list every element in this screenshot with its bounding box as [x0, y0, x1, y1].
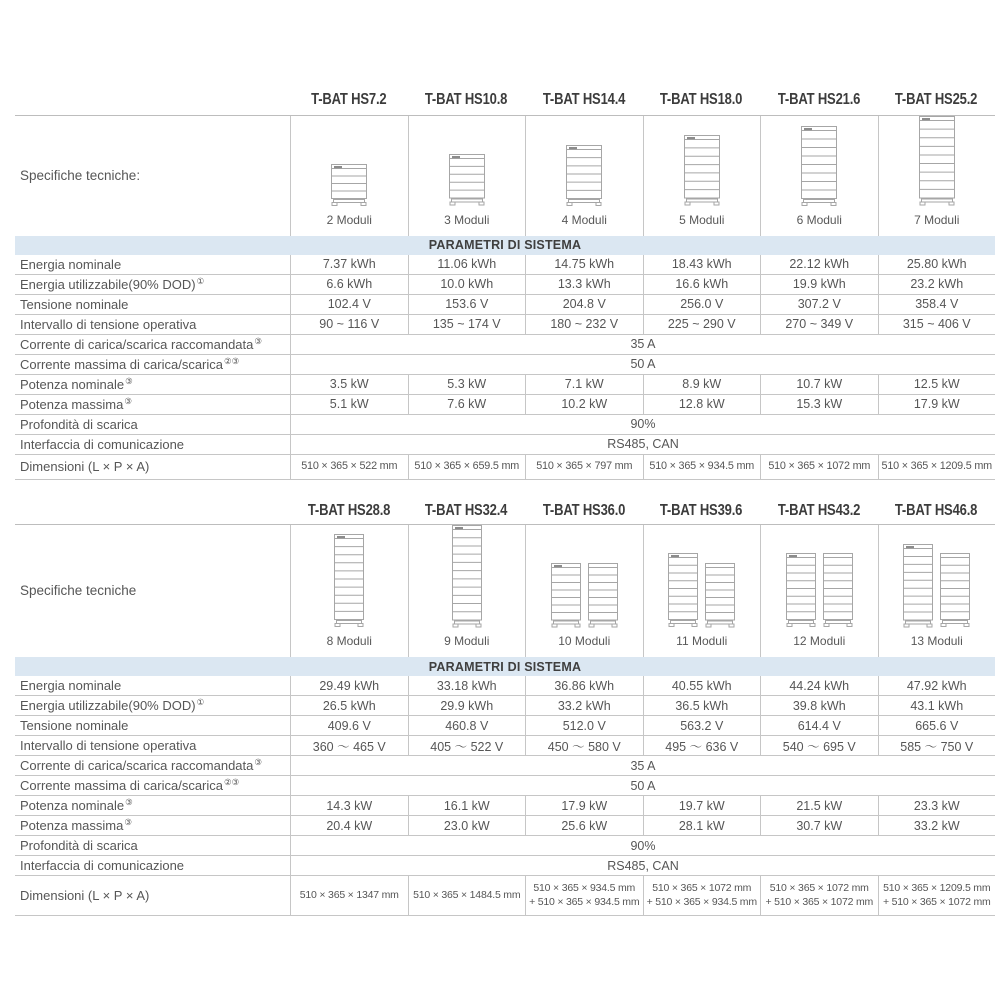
table-row: [15, 295, 995, 315]
model-header-spacer: [15, 84, 290, 115]
value-cell: 270 ~ 349 V: [760, 315, 878, 334]
module-cell: [525, 525, 643, 658]
section-header-bar: PARAMETRI DI SISTEMA: [15, 657, 995, 676]
footnote-marker: ①: [196, 275, 205, 286]
module-count-label: 5 Moduli: [679, 212, 725, 227]
dimension-cell: [643, 455, 761, 479]
value-cell: 23.3 kW: [878, 796, 996, 815]
value-cell: 44.24 kWh: [760, 676, 878, 695]
model-header-cell: [290, 84, 408, 115]
row-label: Corrente di carica/scarica raccomandata ③: [20, 335, 263, 352]
row-label: Intervallo di tensione operativa: [20, 738, 197, 753]
value-cell: 22.12 kWh: [760, 255, 878, 274]
table-row: [15, 776, 995, 796]
model-header-cell: [643, 84, 761, 115]
table-row: [15, 876, 995, 916]
battery-tower-illustration: [452, 525, 482, 629]
module-count-label: 7 Moduli: [914, 212, 960, 227]
module-count-label: 6 Moduli: [796, 212, 842, 227]
value-cell: 405 ～ 522 V: [408, 736, 526, 755]
model-header-cell: [408, 84, 526, 115]
battery-tower-illustration: [566, 145, 602, 207]
dimension-line: + 510 × 365 × 934.5 mm: [646, 895, 757, 908]
value-cell: 25.6 kW: [525, 816, 643, 835]
battery-towers: [551, 563, 618, 629]
table-row: [15, 355, 995, 375]
value-cell: 11.06 kWh: [408, 255, 526, 274]
model-header-cell: [408, 499, 526, 524]
table-row: [15, 415, 995, 435]
merged-value-cell: 35 A: [290, 335, 995, 354]
battery-tower-illustration: [940, 553, 970, 628]
battery-tower-illustration: [801, 126, 837, 207]
row-label: Dimensioni (L × P × A): [20, 459, 150, 474]
merged-value-cell: 35 A: [290, 756, 995, 775]
value-cell: 20.4 kW: [290, 816, 408, 835]
dimension-cell: [408, 455, 526, 479]
module-cell: [290, 116, 408, 236]
battery-towers: [668, 553, 735, 628]
table-row: [15, 836, 995, 856]
battery-tower-illustration: [823, 553, 853, 628]
row-label: Energia utilizzabile(90% DOD) ①: [20, 697, 205, 713]
value-cell: 307.2 V: [760, 295, 878, 314]
dimension-line: 510 × 365 × 1209.5 mm: [883, 881, 991, 894]
value-cell: 665.6 V: [878, 716, 996, 735]
module-cell: [408, 116, 526, 236]
module-count-label: 8 Moduli: [326, 634, 372, 648]
row-label: Energia nominale: [20, 256, 122, 272]
model-name: T-BAT HS43.2: [777, 502, 860, 519]
value-cell: 180 ~ 232 V: [525, 315, 643, 334]
model-name: T-BAT HS36.0: [542, 502, 625, 519]
brand-chip: [804, 128, 812, 130]
value-cell: 12.5 kW: [878, 375, 996, 394]
model-name: T-BAT HS14.4: [542, 90, 625, 108]
dimension-line: + 510 × 365 × 934.5 mm: [529, 895, 640, 908]
value-cell: 450 ～ 580 V: [525, 736, 643, 755]
value-cell: 315 ~ 406 V: [878, 315, 996, 334]
model-header-row: [15, 84, 995, 116]
value-cell: 39.8 kWh: [760, 696, 878, 715]
battery-towers: [566, 145, 602, 207]
model-header-cell: [760, 499, 878, 524]
dimension-cell: [878, 876, 996, 915]
battery-towers: [331, 164, 367, 207]
value-cell: 30.7 kW: [760, 816, 878, 835]
value-cell: 14.75 kWh: [525, 255, 643, 274]
brand-chip: [906, 546, 914, 548]
model-header-cell: [525, 499, 643, 524]
model-name: T-BAT HS32.4: [425, 502, 508, 519]
table-row: [15, 676, 995, 696]
footnote-marker: ③: [125, 797, 133, 808]
table-row: [15, 375, 995, 395]
battery-tower-illustration: [334, 534, 364, 628]
value-cell: 135 ~ 174 V: [408, 315, 526, 334]
battery-tower-illustration: [588, 563, 618, 629]
dimension-line: 510 × 365 × 522 mm: [301, 460, 398, 473]
module-cell: [525, 116, 643, 236]
value-cell: 540 ～ 695 V: [760, 736, 878, 755]
battery-tower-illustration: [551, 563, 581, 629]
merged-value-cell: RS485, CAN: [290, 435, 995, 454]
merged-value-cell: 90%: [290, 836, 995, 855]
model-header-spacer: [15, 499, 290, 524]
row-label: Potenza nominale ③: [20, 797, 133, 813]
row-label: Tensione nominale: [20, 718, 129, 733]
table-row: [15, 275, 995, 295]
battery-tower-illustration: [668, 553, 698, 628]
value-cell: 585 ～ 750 V: [878, 736, 996, 755]
battery-towers: [684, 135, 720, 207]
dimension-cell: [643, 876, 761, 915]
spec-table-2: [15, 499, 995, 917]
model-name: T-BAT HS46.8: [895, 502, 978, 519]
model-name: T-BAT HS25.2: [895, 90, 978, 108]
value-cell: 28.1 kW: [643, 816, 761, 835]
module-count-label: 10 Moduli: [558, 634, 611, 648]
model-header-cell: [760, 84, 878, 115]
merged-value-cell: RS485, CAN: [290, 856, 995, 875]
model-name: T-BAT HS7.2: [311, 90, 387, 108]
dimension-line: 510 × 365 × 1072 mm: [652, 881, 752, 894]
battery-tower-illustration: [449, 154, 485, 207]
value-cell: 10.0 kWh: [408, 275, 526, 294]
table-row: [15, 796, 995, 816]
value-cell: 29.49 kWh: [290, 676, 408, 695]
footnote-marker: ②③: [224, 777, 240, 788]
row-label: Potenza nominale ③: [20, 375, 133, 392]
row-label: Corrente di carica/scarica raccomandata ③: [20, 757, 263, 773]
dimension-line: 510 × 365 × 934.5 mm: [649, 460, 755, 473]
row-label: Energia nominale: [20, 678, 122, 693]
row-label: Potenza massima ③: [20, 395, 132, 412]
merged-value-cell: 50 A: [290, 776, 995, 795]
value-cell: 29.9 kWh: [408, 696, 526, 715]
dimension-line: 510 × 365 × 1484.5 mm: [413, 888, 521, 901]
footnote-marker: ③: [254, 757, 263, 768]
model-name: T-BAT HS10.8: [425, 90, 508, 108]
battery-towers: [903, 544, 970, 629]
value-cell: 512.0 V: [525, 716, 643, 735]
battery-towers: [449, 154, 485, 207]
battery-towers: [452, 525, 482, 629]
battery-tower-illustration: [684, 135, 720, 207]
dimension-line: + 510 × 365 × 1072 mm: [765, 895, 874, 908]
model-header-cell: [290, 499, 408, 524]
table-row: [15, 696, 995, 716]
value-cell: 23.0 kW: [408, 816, 526, 835]
battery-towers: [919, 116, 955, 207]
model-name: T-BAT HS39.6: [660, 502, 743, 519]
table-row: [15, 856, 995, 876]
module-cell: [643, 525, 761, 658]
model-header-row: [15, 499, 995, 525]
value-cell: 3.5 kW: [290, 375, 408, 394]
value-cell: 614.4 V: [760, 716, 878, 735]
dimension-cell: [290, 876, 408, 915]
value-cell: 102.4 V: [290, 295, 408, 314]
brand-chip: [334, 166, 342, 168]
model-header-cell: [643, 499, 761, 524]
footnote-marker: ②③: [224, 355, 240, 366]
battery-tower-illustration: [331, 164, 367, 207]
footnote-marker: ③: [125, 375, 133, 386]
datasheet-page: [15, 0, 995, 916]
brand-chip: [337, 536, 345, 538]
row-label: Interfaccia di comunicazione: [20, 436, 185, 452]
value-cell: 21.5 kW: [760, 796, 878, 815]
value-cell: 10.7 kW: [760, 375, 878, 394]
row-label: Profondità di scarica: [20, 838, 138, 853]
brand-chip: [452, 156, 460, 158]
value-cell: 26.5 kWh: [290, 696, 408, 715]
spec-row-label: Specifiche tecniche:: [20, 168, 141, 184]
value-cell: 8.9 kW: [643, 375, 761, 394]
row-label: Corrente massima di carica/scarica ②③: [20, 355, 240, 372]
table-row: [15, 435, 995, 455]
value-cell: 25.80 kWh: [878, 255, 996, 274]
value-cell: 19.9 kWh: [760, 275, 878, 294]
dimension-line: 510 × 365 × 1072 mm: [769, 881, 869, 894]
table-row: [15, 816, 995, 836]
battery-towers: [334, 534, 364, 628]
row-label: Potenza massima ③: [20, 817, 132, 833]
value-cell: 40.55 kWh: [643, 676, 761, 695]
dimension-line: 510 × 365 × 1072 mm: [768, 460, 871, 473]
row-label: Interfaccia di comunicazione: [20, 858, 185, 873]
dimension-line: 510 × 365 × 934.5 mm: [533, 881, 636, 894]
battery-tower-illustration: [919, 116, 955, 207]
value-cell: 563.2 V: [643, 716, 761, 735]
module-count-label: 12 Moduli: [793, 634, 846, 648]
value-cell: 360 ～ 465 V: [290, 736, 408, 755]
module-count-label: 11 Moduli: [676, 634, 728, 648]
value-cell: 12.8 kW: [643, 395, 761, 414]
value-cell: 460.8 V: [408, 716, 526, 735]
value-cell: 225 ~ 290 V: [643, 315, 761, 334]
table-row: [15, 716, 995, 736]
table-row: [15, 315, 995, 335]
row-label: Energia utilizzabile(90% DOD) ①: [20, 275, 205, 292]
dimension-cell: [408, 876, 526, 915]
value-cell: 7.6 kW: [408, 395, 526, 414]
module-cell: [290, 525, 408, 658]
value-cell: 256.0 V: [643, 295, 761, 314]
row-label: Dimensioni (L × P × A): [20, 888, 150, 903]
dimension-cell: [760, 876, 878, 915]
value-cell: 23.2 kWh: [878, 275, 996, 294]
value-cell: 18.43 kWh: [643, 255, 761, 274]
dimension-cell: [525, 876, 643, 915]
dimension-line: 510 × 365 × 1209.5 mm: [881, 460, 992, 473]
battery-tower-illustration: [903, 544, 933, 629]
model-header-cell: [878, 84, 996, 115]
value-cell: 16.6 kWh: [643, 275, 761, 294]
value-cell: 33.2 kWh: [525, 696, 643, 715]
value-cell: 153.6 V: [408, 295, 526, 314]
value-cell: 7.37 kWh: [290, 255, 408, 274]
value-cell: 16.1 kW: [408, 796, 526, 815]
module-cell: [878, 116, 996, 236]
value-cell: 33.2 kW: [878, 816, 996, 835]
row-label: Intervallo di tensione operativa: [20, 316, 197, 332]
module-count-label: 13 Moduli: [910, 634, 963, 648]
module-count-label: 2 Moduli: [326, 212, 372, 227]
dimension-cell: [760, 455, 878, 479]
value-cell: 5.3 kW: [408, 375, 526, 394]
dimension-cell: [878, 455, 996, 479]
spec-row-label: Specifiche tecniche: [20, 583, 137, 599]
value-cell: 13.3 kWh: [525, 275, 643, 294]
row-label: Corrente massima di carica/scarica ②③: [20, 777, 240, 793]
module-count-label: 4 Moduli: [561, 212, 607, 227]
module-cell: [878, 525, 996, 658]
dimension-cell: [290, 455, 408, 479]
merged-value-cell: 50 A: [290, 355, 995, 374]
table-row: [15, 736, 995, 756]
footnote-marker: ③: [254, 335, 263, 346]
value-cell: 33.18 kWh: [408, 676, 526, 695]
battery-tower-illustration: [705, 563, 735, 629]
dimension-line: + 510 × 365 × 1072 mm: [882, 895, 991, 908]
brand-chip: [671, 555, 679, 557]
value-cell: 17.9 kW: [878, 395, 996, 414]
model-header-cell: [878, 499, 996, 524]
dimension-line: 510 × 365 × 1347 mm: [299, 888, 399, 901]
value-cell: 36.86 kWh: [525, 676, 643, 695]
module-cell: [760, 116, 878, 236]
value-cell: 6.6 kWh: [290, 275, 408, 294]
dimension-line: 510 × 365 × 659.5 mm: [414, 460, 520, 473]
value-cell: 14.3 kW: [290, 796, 408, 815]
value-cell: 36.5 kWh: [643, 696, 761, 715]
value-cell: 409.6 V: [290, 716, 408, 735]
footnote-marker: ①: [196, 697, 205, 708]
spec-illustration-row: [15, 116, 995, 236]
row-label: Profondità di scarica: [20, 416, 138, 432]
table-row: [15, 335, 995, 355]
battery-tower-illustration: [786, 553, 816, 628]
brand-chip: [554, 565, 562, 567]
value-cell: 17.9 kW: [525, 796, 643, 815]
row-label: Tensione nominale: [20, 296, 129, 312]
brand-chip: [455, 527, 463, 529]
module-cell: [760, 525, 878, 658]
battery-towers: [786, 553, 853, 628]
merged-value-cell: 90%: [290, 415, 995, 434]
spec-illustration-row: [15, 525, 995, 658]
value-cell: 10.2 kW: [525, 395, 643, 414]
battery-towers: [801, 126, 837, 207]
dimension-cell: [525, 455, 643, 479]
model-name: T-BAT HS21.6: [777, 90, 860, 108]
brand-chip: [687, 137, 695, 139]
module-count-label: 9 Moduli: [444, 634, 490, 648]
value-cell: 5.1 kW: [290, 395, 408, 414]
footnote-marker: ③: [124, 395, 132, 406]
module-cell: [643, 116, 761, 236]
model-name: T-BAT HS18.0: [660, 90, 743, 108]
spec-table-1: [15, 84, 995, 480]
brand-chip: [789, 555, 797, 557]
value-cell: 15.3 kW: [760, 395, 878, 414]
model-header-cell: [525, 84, 643, 115]
value-cell: 495 ～ 636 V: [643, 736, 761, 755]
table-row: [15, 395, 995, 415]
model-name: T-BAT HS28.8: [307, 502, 390, 519]
dimension-line: 510 × 365 × 797 mm: [536, 460, 633, 473]
value-cell: 43.1 kWh: [878, 696, 996, 715]
brand-chip: [922, 118, 930, 120]
value-cell: 7.1 kW: [525, 375, 643, 394]
section-header-bar: PARAMETRI DI SISTEMA: [15, 236, 995, 255]
table-row: [15, 455, 995, 480]
value-cell: 358.4 V: [878, 295, 996, 314]
value-cell: 90 ~ 116 V: [290, 315, 408, 334]
brand-chip: [569, 147, 577, 149]
table-row: [15, 756, 995, 776]
value-cell: 204.8 V: [525, 295, 643, 314]
table-row: [15, 255, 995, 275]
module-count-label: 3 Moduli: [444, 212, 490, 227]
footnote-marker: ③: [124, 817, 132, 828]
value-cell: 19.7 kW: [643, 796, 761, 815]
module-cell: [408, 525, 526, 658]
value-cell: 47.92 kWh: [878, 676, 996, 695]
